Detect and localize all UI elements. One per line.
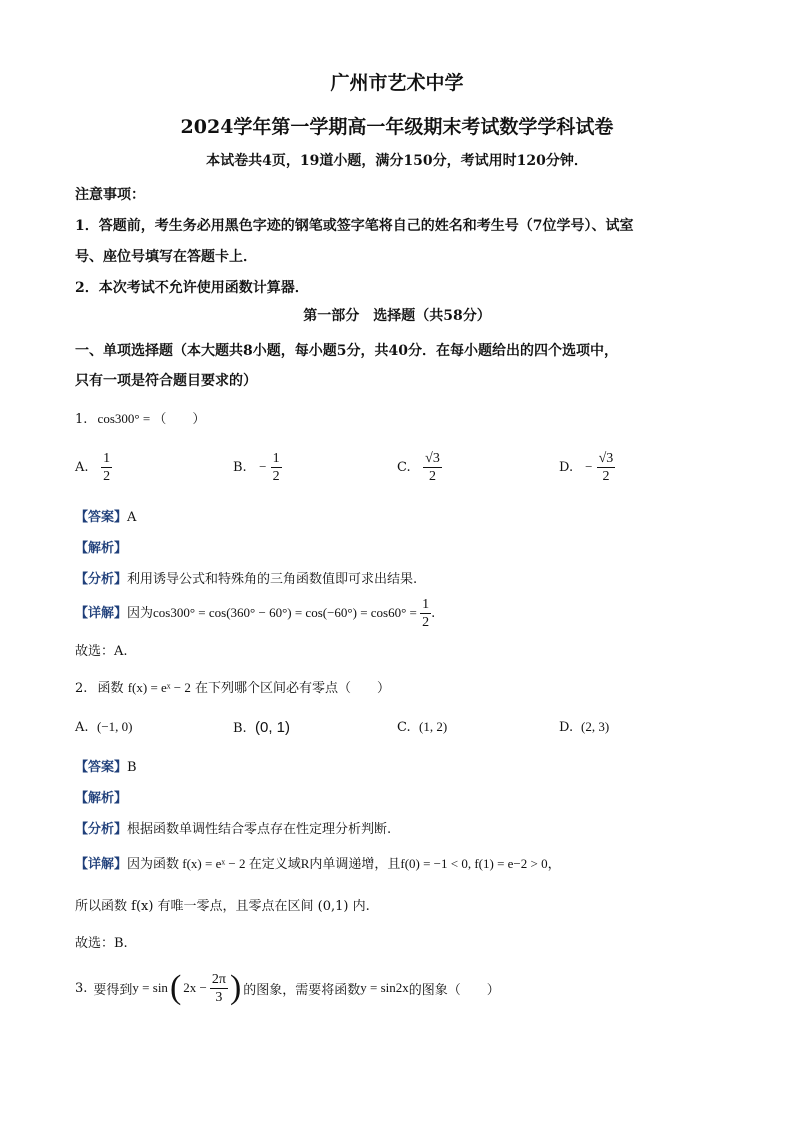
option-sign: −	[259, 459, 267, 474]
note-item-1-line-2: 号、座位号填写在答题卡上．	[75, 249, 257, 265]
question-text-pre: 要得到	[93, 982, 133, 998]
question-text-post: 的图象（ ）	[408, 982, 500, 998]
fraction-numerator: 1	[103, 451, 111, 466]
option-b[interactable]	[233, 719, 290, 736]
option-c[interactable]	[397, 450, 442, 485]
q2-detail	[75, 853, 561, 872]
exam-title: 2024学年第一学期高一年级期末考试数学学科试卷	[180, 116, 614, 138]
q1-analysis-heading	[75, 537, 127, 556]
detail-text: 因为函数 f(x) = eˣ − 2 在定义域R内单调递增，且f(0) = −1 < 0, f(1) = e−2 > 0，	[127, 856, 561, 871]
inner-expression: 2x −	[183, 980, 207, 995]
fraction-denominator: 2	[428, 469, 436, 484]
option-label: A.	[75, 460, 89, 475]
fraction-numerator: 1	[422, 597, 430, 612]
detail-fraction	[420, 596, 431, 631]
question-number: 1.	[75, 412, 88, 427]
answer-value: B	[127, 760, 137, 775]
detail-text: 因为cos300° = cos(360° − 60°) = cos(−60°) = cos60° =	[127, 605, 421, 620]
detail-end: .	[431, 606, 436, 621]
section-subtitle-line-2: 只有一项是符合题目要求的）	[75, 373, 257, 389]
q2-analysis-heading	[75, 787, 127, 806]
detail-tag: 【详解】	[75, 606, 128, 621]
question-number: 3.	[75, 980, 88, 996]
option-fraction	[271, 450, 282, 485]
exam-info: 本试卷共4页，19道小题，满分150分，考试用时120分钟．	[206, 153, 588, 169]
option-fraction	[101, 450, 112, 485]
fraction-denominator: 2	[422, 615, 430, 630]
question-2-stem	[75, 677, 390, 696]
question-number: 2.	[75, 681, 88, 696]
right-paren: )	[229, 969, 242, 1006]
q2-answer	[75, 756, 137, 775]
expression-y-sin2x: y = sin2x	[360, 980, 409, 995]
option-a[interactable]	[75, 450, 112, 485]
option-label: A.	[75, 720, 89, 735]
option-label: D.	[559, 720, 574, 735]
fraction-denominator: 2	[272, 469, 280, 484]
inner-fraction	[210, 971, 228, 1006]
note-item-1-line-1: 1．答题前，考生务必用黑色字迹的钢笔或签字笔将自己的姓名和考生号（7位学号）、试室	[75, 218, 634, 234]
option-label: B.	[233, 460, 247, 475]
fraction-numerator: 1	[272, 451, 280, 466]
question-function: f(x) = eˣ − 2	[127, 680, 191, 695]
question-1-stem	[75, 408, 205, 427]
option-d[interactable]	[559, 450, 615, 485]
option-value: (2, 3)	[581, 719, 610, 734]
analysis-tag: 【解析】	[75, 541, 128, 556]
option-label: C.	[397, 460, 411, 475]
answer-tag: 【答案】	[75, 510, 128, 525]
q1-fenxi	[75, 568, 417, 587]
option-sign: −	[585, 459, 593, 474]
answer-value: A	[127, 510, 137, 525]
option-fraction	[423, 450, 442, 485]
expression-y-sin: y = sin	[132, 980, 168, 995]
option-label: B.	[233, 721, 247, 736]
fenxi-tag: 【分析】	[75, 572, 128, 587]
q2-detail-line-2: 所以函数 f(x) 有唯一零点，且零点在区间 (0,1) 内.	[75, 899, 370, 914]
fraction-numerator: √3	[598, 451, 614, 466]
question-text-mid: 的图象，需要将函数	[243, 982, 361, 998]
section-title: 第一部分 选择题（共58分）	[303, 308, 491, 324]
question-3-stem	[75, 966, 500, 1010]
answer-tag: 【答案】	[75, 760, 128, 775]
fraction-numerator: 2π	[211, 971, 226, 987]
school-title: 广州市艺术中学	[330, 72, 464, 94]
option-value: (1, 2)	[419, 719, 448, 734]
fraction-numerator: √3	[425, 451, 440, 466]
option-d[interactable]	[559, 719, 609, 735]
analysis-tag: 【解析】	[75, 791, 128, 806]
question-text-post: 在下列哪个区间必有零点（ ）	[195, 681, 391, 696]
question-text: cos300° = （ ）	[97, 411, 206, 426]
left-paren: (	[169, 969, 182, 1006]
option-b[interactable]	[233, 450, 282, 485]
note-item-2: 2．本次考试不允许使用函数计算器．	[75, 280, 309, 296]
option-label: D.	[559, 460, 574, 475]
option-value: (0, 1)	[255, 719, 291, 736]
option-label: C.	[397, 720, 411, 735]
option-c[interactable]	[397, 719, 447, 735]
fenxi-text: 利用诱导公式和特殊角的三角函数值即可求出结果.	[127, 572, 418, 587]
fraction-denominator: 2	[602, 469, 610, 484]
notes-heading: 注意事项：	[75, 187, 145, 203]
fenxi-tag: 【分析】	[75, 822, 128, 837]
fraction-denominator: 3	[215, 989, 223, 1005]
detail-tag: 【详解】	[75, 857, 128, 872]
option-fraction	[597, 450, 616, 485]
fenxi-text: 根据函数单调性结合零点存在性定理分析判断.	[127, 822, 392, 837]
q2-fenxi	[75, 818, 391, 837]
option-value: (−1, 0)	[97, 719, 133, 734]
option-a[interactable]	[75, 719, 133, 735]
q1-choose: 故选：A.	[75, 644, 128, 659]
q2-choose: 故选：B.	[75, 936, 128, 951]
q1-detail	[75, 596, 435, 631]
q1-answer	[75, 506, 136, 525]
section-subtitle-line-1: 一、单项选择题（本大题共8小题，每小题5分，共40分．在每小题给出的四个选项中，	[75, 343, 618, 359]
fraction-denominator: 2	[103, 469, 111, 484]
question-text-pre: 函数	[97, 681, 124, 696]
